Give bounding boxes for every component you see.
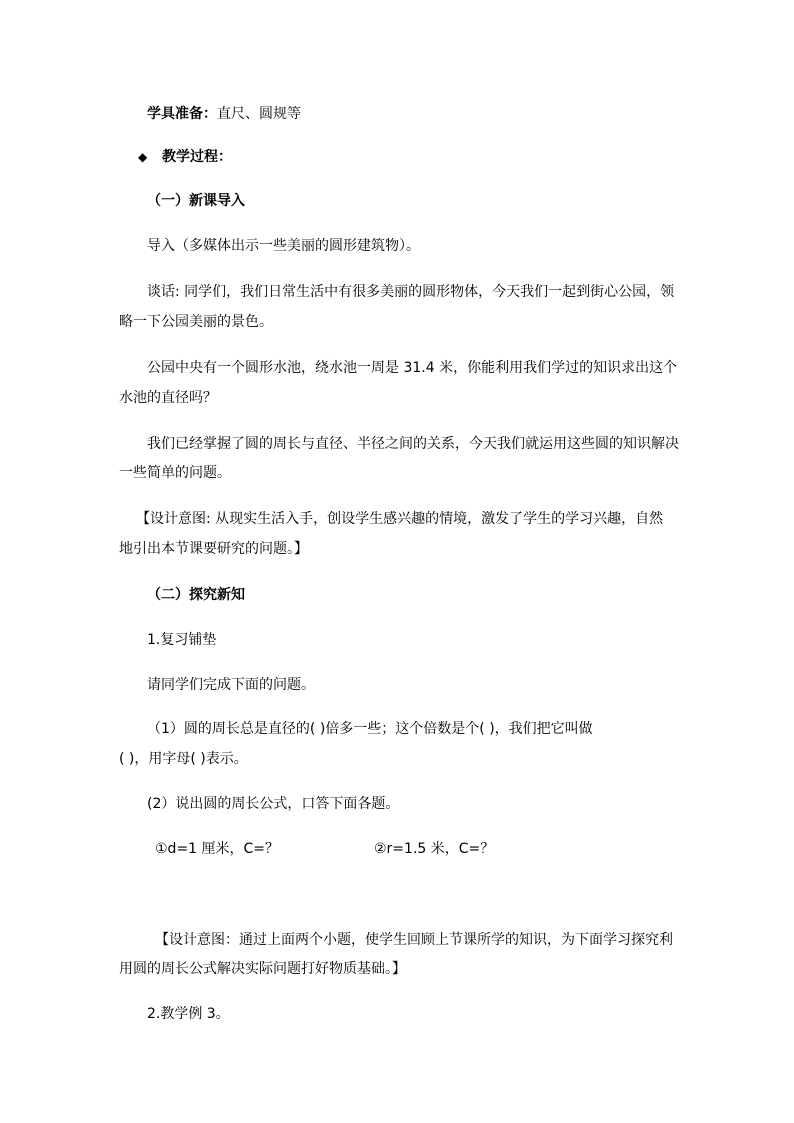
section1-heading: （一）新课导入 [147,193,245,209]
materials-label: 学具准备： [147,106,217,122]
request-text: 请同学们完成下面的问题。 [147,677,315,693]
talk-paragraph-line1: 谈话: 同学们，我们日常生活中有很多美丽的圆形物体，今天我们一起到街心公园，领 [147,284,675,300]
section1-intro: 导入（多媒体出示一些美丽的圆形建筑物）。 [147,238,420,254]
question1-line2: ( )，用字母( )表示。 [119,751,248,767]
section2-heading: （二）探究新知 [147,587,245,603]
diamond-bullet-icon: ◆ [138,150,148,164]
question2: (2）说出圆的周长公式，口答下面各题。 [147,796,400,812]
materials-line [147,104,301,124]
item1-review: 1.复习铺垫 [147,632,217,648]
materials-text: 直尺、圆规等 [217,106,301,122]
item2-example: 2.教学例 3。 [147,1006,230,1022]
design-intent-2-line1: 【设计意图：通过上面两个小题，使学生回顾上节课所学的知识，为下面学习探究利 [155,932,673,948]
design-intent-1-line1: 【设计意图: 从现实生活入手，创设学生感兴趣的情境，激发了学生的学习兴趣，自然 [136,511,664,527]
question1-line1: （1）圆的周长总是直径的( )倍多一些；这个倍数是个( )，我们把它叫做 [147,721,593,737]
process-heading-line [138,147,232,167]
design-intent-1-line2: 地引出本节课要研究的问题。】 [119,541,308,557]
mastered-paragraph-line1: 我们已经掌握了圆的周长与直径、半径之间的关系，今天我们就运用这些圆的知识解决 [147,436,679,452]
calc-item-1: ①d=1 厘米，C=？ [155,841,280,857]
process-heading: 教学过程： [162,149,232,165]
calc-item-2: ②r=1.5 米，C=？ [374,841,495,857]
pool-paragraph-line1: 公园中央有一个圆形水池，绕水池一周是 31.4 米，你能利用我们学过的知识求出这个 [147,360,678,376]
design-intent-2-line2: 用圆的周长公式解决实际问题打好物质基础。】 [119,961,406,977]
pool-paragraph-line2: 水池的直径吗？ [119,390,217,406]
mastered-paragraph-line2: 一些简单的问题。 [119,465,231,481]
talk-paragraph-line2: 略一下公园美丽的景色。 [119,314,273,330]
